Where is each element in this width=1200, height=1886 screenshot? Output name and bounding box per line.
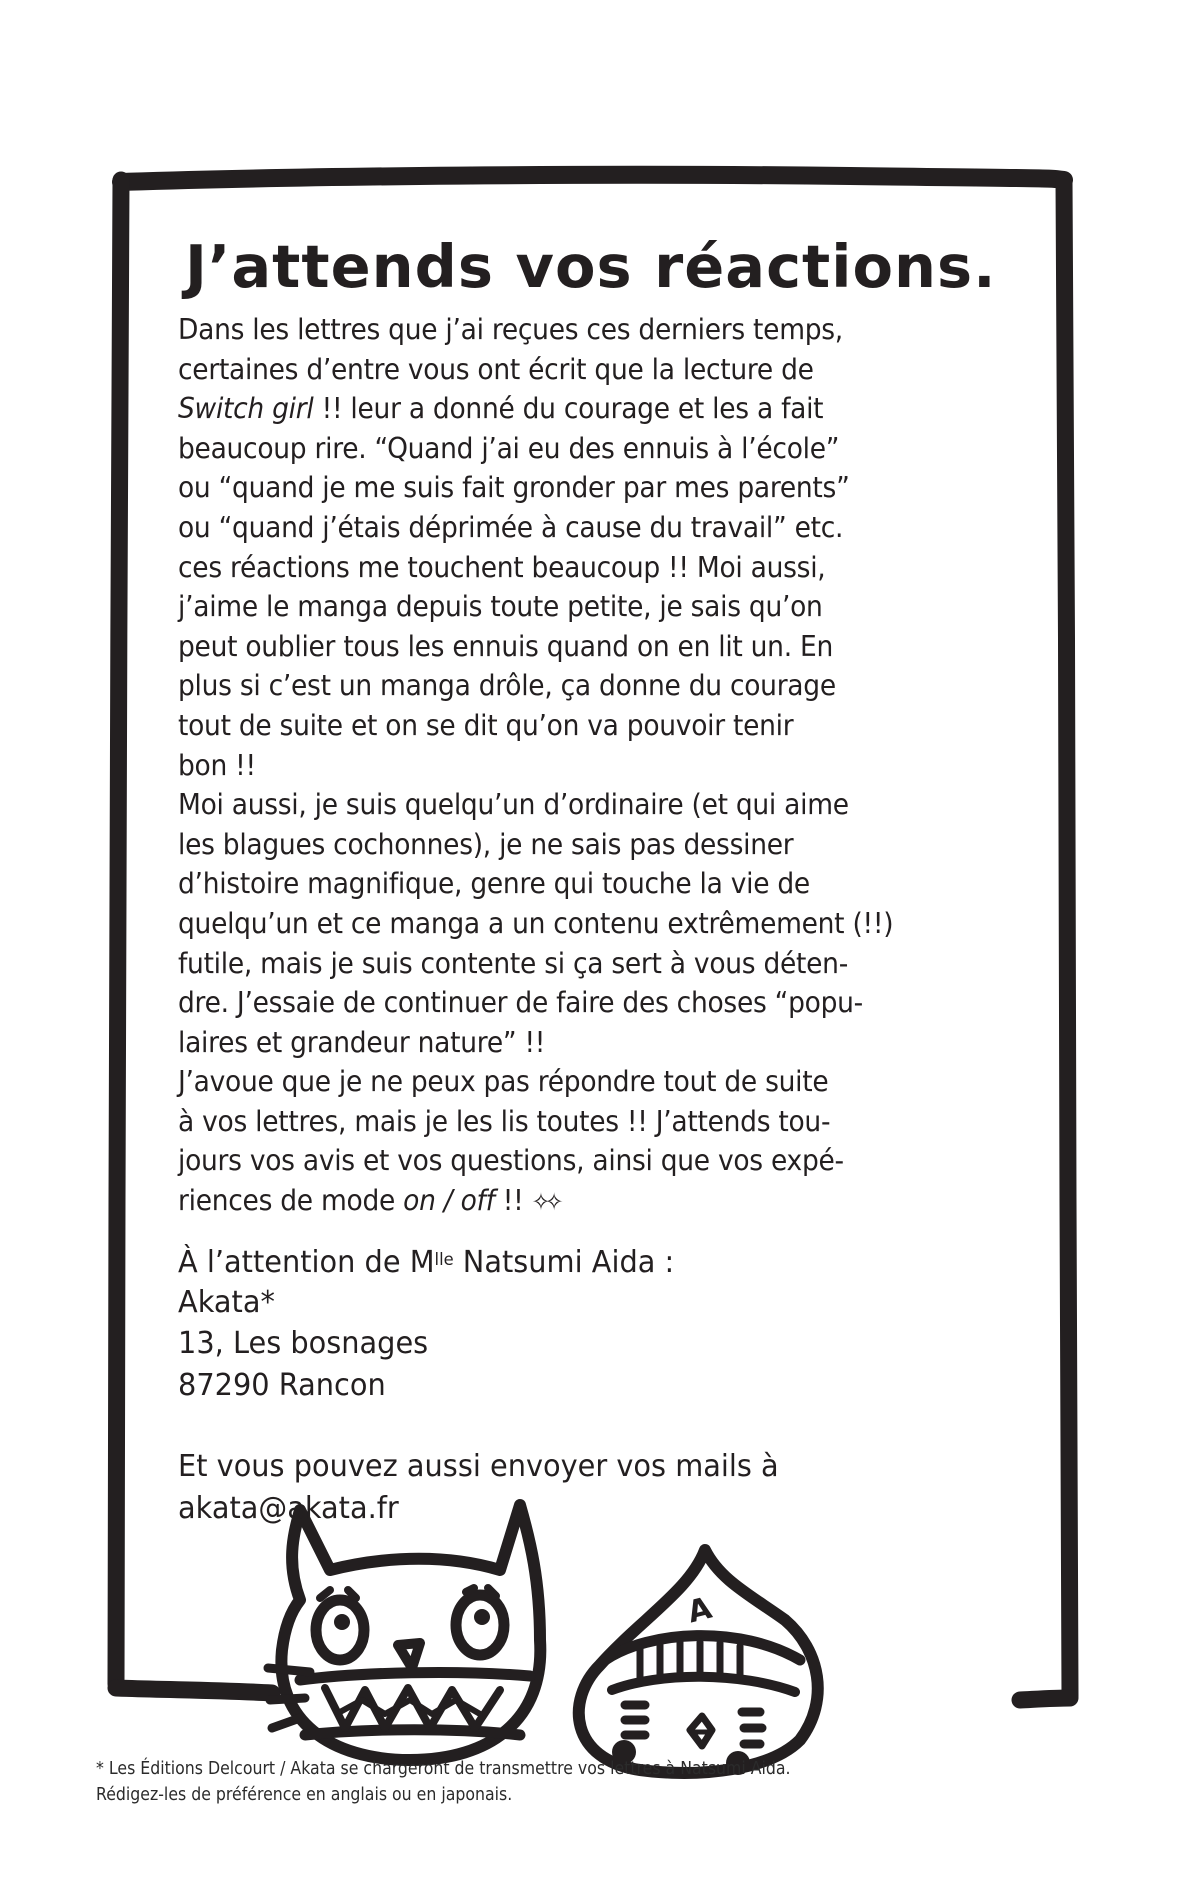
email-block bbox=[178, 1446, 804, 1529]
letter-line: certaines d’entre vous ont écrit que la lecture de bbox=[178, 352, 814, 386]
page-title: J’attends vos réactions. bbox=[185, 232, 997, 301]
letter-line: Moi aussi, je suis quelqu’un d’ordinaire (et qui aime bbox=[178, 788, 849, 822]
frame-bottom-right-border bbox=[1020, 1698, 1070, 1700]
cat-pupil-left bbox=[334, 1614, 350, 1630]
footnote bbox=[96, 1756, 791, 1808]
manga-title: Switch girl bbox=[178, 392, 314, 426]
letter-line: quelqu’un et ce manga a un contenu extrêmement (!!) bbox=[178, 906, 894, 940]
address-attention-prefix: À l’attention de M bbox=[178, 1245, 435, 1280]
letter-line: Dans les lettres que j’ai reçues ces derniers temps, bbox=[178, 313, 843, 346]
letter-line-last bbox=[178, 1181, 987, 1221]
letter-line: ou “quand j’étais déprimée à cause du travail” etc. bbox=[178, 510, 844, 544]
letter-line: laires et grandeur nature” !! bbox=[178, 1025, 546, 1059]
address-recipient: Natsumi Aida : bbox=[453, 1245, 675, 1280]
cat-pupil-right bbox=[474, 1609, 490, 1625]
letter-line: J’avoue que je ne peux pas répondre tout de suite bbox=[178, 1065, 829, 1099]
letter-line bbox=[178, 389, 987, 429]
cat-mascot-icon bbox=[268, 1505, 540, 1760]
letter-line: bon !! bbox=[178, 748, 256, 782]
letter-line-text: riences de mode bbox=[178, 1184, 404, 1218]
footnote-line: * Les Éditions Delcourt / Akata se chargeront de transmettre vos lettres à Natsumi Aida. bbox=[96, 1759, 791, 1779]
frame-right-border bbox=[1064, 180, 1070, 1696]
frame-left-border bbox=[116, 180, 121, 1684]
letter-line: d’histoire magnifique, genre qui touche la vie de bbox=[178, 867, 810, 901]
onion-mascot-icon bbox=[579, 1550, 818, 1773]
letter-line: peut oublier tous les ennuis quand on en lit un. En bbox=[178, 629, 833, 663]
email-intro: Et vous pouvez aussi envoyer vos mails à bbox=[178, 1449, 779, 1484]
frame-top-border bbox=[121, 175, 1064, 182]
letter-line: plus si c’est un manga drôle, ça donne du courage bbox=[178, 669, 836, 703]
letter-line-text: !! leur a donné du courage et les a fait bbox=[313, 392, 824, 426]
letter-line: à vos lettres, mais je les lis toutes !! J’attends tou- bbox=[178, 1104, 831, 1138]
frame-bottom-left-border bbox=[116, 1688, 272, 1693]
letter-line: futile, mais je suis contente si ça sert à vous déten- bbox=[178, 946, 848, 980]
letter-line-text: !! bbox=[494, 1184, 532, 1218]
footnote-line: Rédigez-les de préférence en anglais ou en japonais. bbox=[96, 1785, 513, 1805]
letter-line: jours vos avis et vos questions, ainsi que vos expé- bbox=[178, 1144, 844, 1178]
letter-line: ces réactions me touchent beaucoup !! Moi aussi, bbox=[178, 550, 826, 584]
letter-line: beaucoup rire. “Quand j’ai eu des ennuis à l’école” bbox=[178, 431, 840, 465]
mode-on-off: on / off bbox=[403, 1184, 495, 1218]
letter-line: ou “quand je me suis fait gronder par mes parents” bbox=[178, 471, 850, 505]
address-attention bbox=[178, 1240, 674, 1282]
letter-line: les blagues cochonnes), je ne sais pas dessiner bbox=[178, 827, 794, 861]
address-title-abbrev: lle bbox=[434, 1250, 454, 1270]
address-company: Akata* bbox=[178, 1284, 275, 1320]
email-address-link[interactable]: akata@akata.fr bbox=[178, 1490, 399, 1526]
onion-letter: A bbox=[684, 1590, 716, 1631]
letter-line: j’aime le manga depuis toute petite, je sais qu’on bbox=[178, 590, 823, 624]
sparkle-icon: ✧✧ bbox=[531, 1188, 558, 1217]
letter-line: dre. J’essaie de continuer de faire des choses “popu- bbox=[178, 986, 863, 1020]
letter-body bbox=[178, 310, 1048, 1221]
postal-address bbox=[178, 1240, 695, 1406]
letter-line: tout de suite et on se dit qu’on va pouvoir tenir bbox=[178, 708, 794, 742]
address-street: 13, Les bosnages bbox=[178, 1326, 429, 1361]
address-city: 87290 Rancon bbox=[178, 1367, 386, 1403]
